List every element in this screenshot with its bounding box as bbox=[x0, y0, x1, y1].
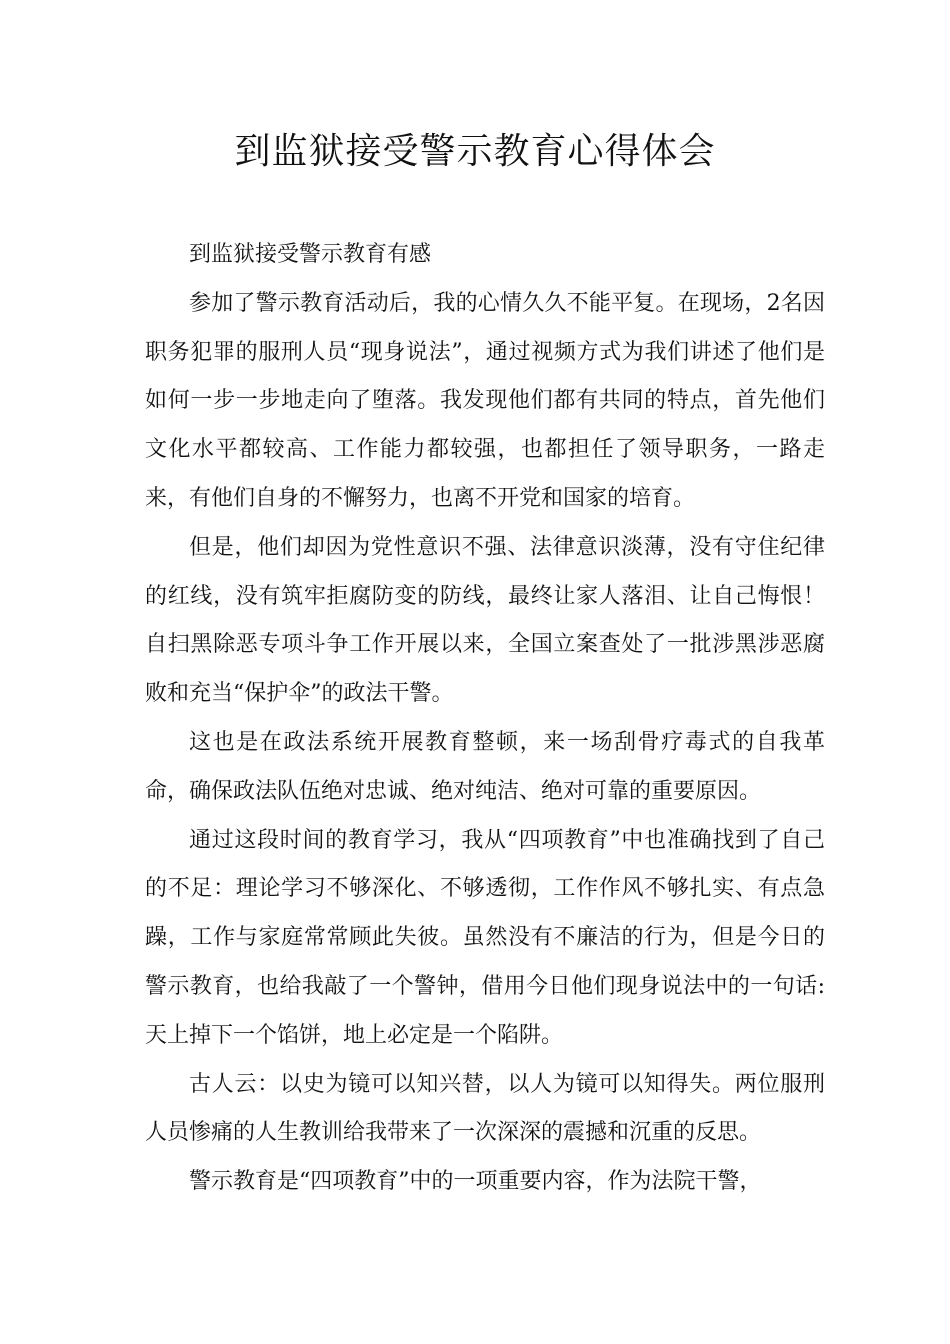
body-paragraph: 古人云：以史为镜可以知兴替，以人为镜可以知得失。两位服刑人员惨痛的人生教训给我带来了一次深深的震撼和沉重的反思。 bbox=[145, 1071, 825, 1146]
body-paragraph: 警示教育是“四项教育”中的一项重要内容，作为法院干警， bbox=[189, 1169, 762, 1195]
subtitle-paragraph: 到监狱接受警示教育有感 bbox=[189, 242, 432, 267]
body-paragraph: 参加了警示教育活动后，我的心情久久不能平复。在现场，2名因职务犯罪的服刑人员“现身说法”，通过视频方式为我们讲述了他们是如何一步一步地走向了堕落。我发现他们都有共同的特点，首先他们文化水平都较高、工作能力都较强，也都担任了领导职务，一路走来，有他们自身的不懈努力，也离不开党和国家的培育。 bbox=[145, 290, 825, 511]
document-body bbox=[145, 231, 825, 1207]
document-title: 到监狱接受警示教育心得体会 bbox=[234, 131, 716, 172]
body-paragraph: 通过这段时间的教育学习，我从“四项教育”中也准确找到了自己的不足：理论学习不够深化、不够透彻，工作作风不够扎实、有点急躁，工作与家庭常常顾此失彼。虽然没有不廉洁的行为，但是今日的警示教育，也给我敲了一个警钟，借用今日他们现身说法中的一句话:天上掉下一个馅饼，地上必定是一个陷阱。 bbox=[145, 827, 825, 1048]
body-paragraph: 但是，他们却因为党性意识不强、法律意识淡薄，没有守住纪律的红线，没有筑牢拒腐防变的防线，最终让家人落泪、让自己悔恨！自扫黑除恶专项斗争工作开展以来，全国立案查处了一批涉黑涉恶腐败和充当“保护伞”的政法干警。 bbox=[145, 534, 825, 707]
body-paragraph: 这也是在政法系统开展教育整顿，来一场刮骨疗毒式的自我革命，确保政法队伍绝对忠诚、绝对纯洁、绝对可靠的重要原因。 bbox=[145, 729, 825, 804]
